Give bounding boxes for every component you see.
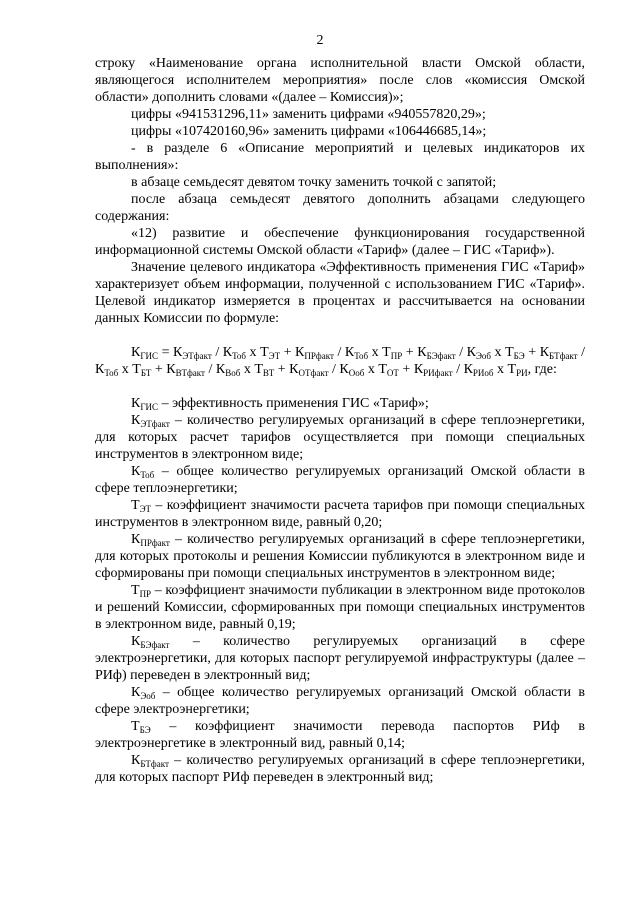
- definition-item: $К_{БТфакт}$ – количество регулируемых организаций в сфере теплоэнергетики, для которых паспорт РИф переведен в электронный вид;: [95, 753, 585, 785]
- document-body: [95, 55, 585, 786]
- definitions-list: [95, 395, 585, 786]
- definition-item: $К_{Эоб}$ – общее количество регулируемых организаций Омской области в сфере электроэнергетики;: [95, 685, 585, 717]
- formula-text: $К_{ГИС} = К_{ЭТфакт} / К_{Тоб}$ х $Т_{ЭТ} + К_{ПРфакт} / К_{Тоб}$ х $Т_{ПР} + К_{БЭфакт} / К_{Эоб}$ х $Т_{БЭ} + К_{БТфакт} / К_{Тоб}$ х $Т_{БТ} + К_{ВТфакт} / К_{Воб}$ х $Т_{ВТ} + К_{ОТфакт} / К_{Ооб}$ х $Т_{ОТ} + К_{РИфакт} / К_{РИоб}$ х $Т_{РИ}$, где:: [95, 345, 586, 378]
- definition-item: $К_{БЭфакт}$ – количество регулируемых организаций в сфере электроэнергетики, для которых паспорт регулируемой инфраструктуры (далее – РИф) переведен в электронный вид;: [95, 634, 585, 683]
- paragraph: строку «Наименование органа исполнительной власти Омской области, являющегося исполнителем мероприятия» после слов «комиссия Омской области» дополнить словами «(далее – Комиссия)»;: [95, 56, 585, 105]
- definition-item: $К_{ГИС}$ – эффективность применения ГИС «Тариф»;: [131, 396, 429, 412]
- definition-item: $К_{Тоб}$ – общее количество регулируемых организаций Омской области в сфере теплоэнергетики;: [95, 464, 585, 496]
- definition-item: $К_{ЭТфакт}$ – количество регулируемых организаций в сфере теплоэнергетики, для которых расчет тарифов осуществляется при помощи специальных инструментов в электронном виде;: [95, 413, 585, 462]
- paragraph: после абзаца семьдесят девятого дополнить абзацами следующего содержания:: [95, 192, 585, 224]
- definition-item: $Т_{ПР}$ – коэффициент значимости публикации в электронном виде протоколов и решений Комиссии, сформированных при помощи специальных инструментов в электронном виде, равный 0,19;: [95, 583, 585, 632]
- definition-item: $К_{ПРфакт}$ – количество регулируемых организаций в сфере теплоэнергетики, для которых протоколы и решения Комиссии публикуются в электронном виде и сформированы при помощи специальных инструментов в электронном виде;: [95, 532, 585, 581]
- paragraph: - в разделе 6 «Описание мероприятий и целевых индикаторов их выполнения»:: [95, 141, 585, 173]
- paragraph: «12) развитие и обеспечение функционирования государственной информационной системы Омской области «Тариф» (далее – ГИС «Тариф»).: [95, 226, 585, 258]
- formula: [95, 344, 585, 378]
- paragraph: Значение целевого индикатора «Эффективность применения ГИС «Тариф» характеризует объем информации, полученной с использованием ГИС «Тариф». Целевой индикатор измеряется в процентах и рассчитывается на основании данных Комиссии по формуле:: [95, 260, 585, 326]
- paragraph: в абзаце семьдесят девятом точку заменить точкой с запятой;: [131, 175, 497, 190]
- definition-item: $Т_{ЭТ}$ – коэффициент значимости расчета тарифов при помощи специальных инструментов в электронном виде, равный 0,20;: [95, 498, 585, 530]
- paragraph: цифры «941531296,11» заменить цифрами «940557820,29»;: [131, 107, 486, 122]
- paragraph: цифры «107420160,96» заменить цифрами «106446685,14»;: [131, 124, 487, 139]
- page-number: 2: [316, 33, 324, 48]
- definition-item: $Т_{БЭ}$ – коэффициент значимости перевода паспортов РИф в электроэнергетике в электронный вид, равный 0,14;: [95, 719, 585, 751]
